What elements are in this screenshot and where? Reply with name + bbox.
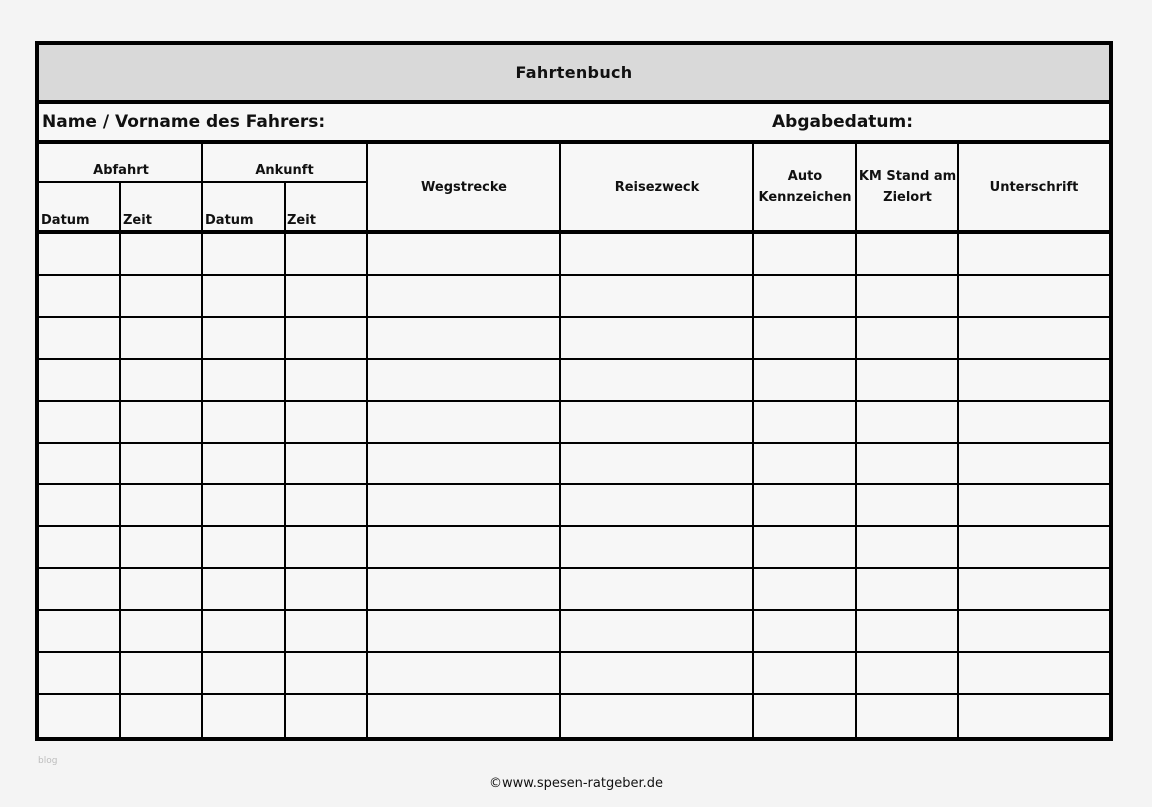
- table-row[interactable]: [39, 527, 1109, 569]
- table-header: [39, 144, 1109, 234]
- column-divider: [752, 234, 754, 737]
- column-divider: [559, 234, 561, 737]
- column-divider: [119, 234, 121, 737]
- header-car-plate: [754, 144, 856, 230]
- header-departure-time: Zeit: [123, 213, 152, 228]
- column-divider: [957, 234, 959, 737]
- watermark-text: blog: [38, 756, 58, 766]
- header-divider-1: [119, 182, 121, 230]
- table-row[interactable]: [39, 234, 1109, 276]
- logbook-form: [35, 41, 1113, 741]
- column-divider: [366, 234, 368, 737]
- column-divider: [201, 234, 203, 737]
- form-title: [39, 45, 1109, 104]
- form-title-text: Fahrtenbuch: [515, 63, 633, 82]
- header-divider-5: [559, 144, 561, 230]
- header-purpose-text: Reisezweck: [614, 179, 700, 195]
- table-row[interactable]: [39, 653, 1109, 695]
- column-divider: [284, 234, 286, 737]
- column-divider: [855, 234, 857, 737]
- header-divider-8: [957, 144, 959, 230]
- header-departure-date: Datum: [41, 213, 90, 228]
- header-divider-2: [201, 144, 203, 230]
- header-arrival-time: Zeit: [287, 213, 316, 228]
- header-arrival: [203, 160, 366, 181]
- header-km-line1: KM Stand am: [858, 169, 957, 184]
- header-car-plate-line1: Auto: [787, 169, 823, 184]
- driver-name-label: Name / Vorname des Fahrers:: [42, 112, 326, 132]
- table-row[interactable]: [39, 360, 1109, 402]
- table-row[interactable]: [39, 486, 1109, 528]
- header-signature-text: Unterschrift: [989, 179, 1079, 195]
- header-divider-6: [752, 144, 754, 230]
- header-route: [368, 144, 560, 230]
- driver-info-row: [39, 104, 1109, 144]
- table-row[interactable]: [39, 695, 1109, 737]
- header-departure-text: Abfahrt: [93, 163, 149, 178]
- entry-grid: [39, 234, 1109, 737]
- table-row[interactable]: [39, 402, 1109, 444]
- header-car-plate-line2: Kennzeichen: [758, 190, 852, 205]
- header-divider-7: [855, 144, 857, 230]
- header-route-text: Wegstrecke: [421, 179, 507, 195]
- table-row[interactable]: [39, 318, 1109, 360]
- table-row[interactable]: [39, 611, 1109, 653]
- copyright-text: ©www.spesen-ratgeber.de: [488, 776, 663, 791]
- header-divider-3: [284, 182, 286, 230]
- header-km-line2: Zielort: [883, 190, 932, 205]
- table-row[interactable]: [39, 444, 1109, 486]
- header-purpose: [561, 144, 753, 230]
- table-row[interactable]: [39, 276, 1109, 318]
- header-divider-4: [366, 144, 368, 230]
- header-signature: [959, 144, 1109, 230]
- header-arrival-text: Ankunft: [255, 163, 314, 178]
- header-departure: [39, 160, 203, 181]
- header-arrival-date: Datum: [205, 213, 254, 228]
- table-row[interactable]: [39, 569, 1109, 611]
- header-km-reading: [857, 144, 958, 230]
- submission-date-label: Abgabedatum:: [772, 112, 914, 132]
